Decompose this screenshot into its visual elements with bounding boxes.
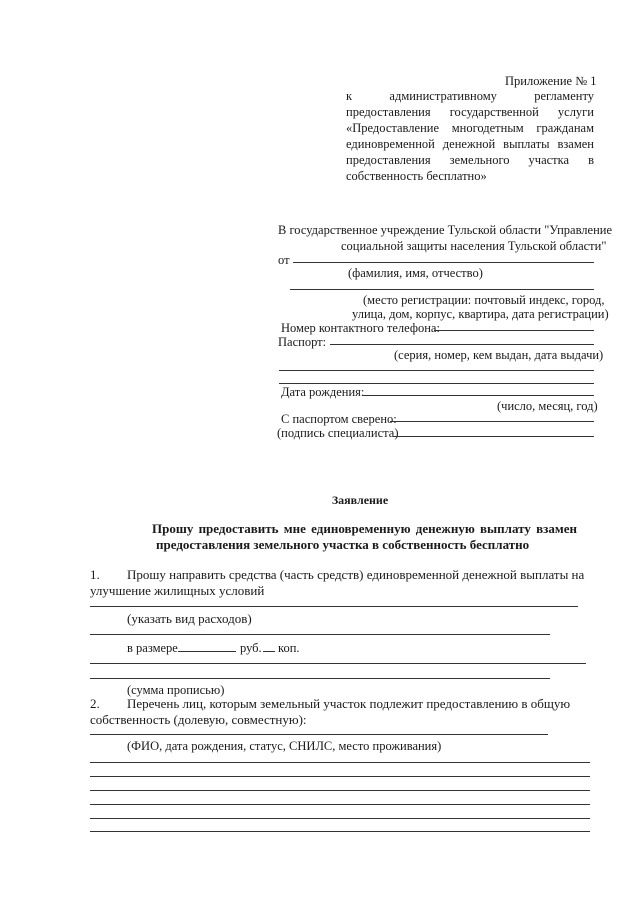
appendix-line: предоставления государственной услуги	[346, 105, 594, 119]
appendix-line: «Предоставление многодетным гражданам	[346, 121, 594, 135]
persons-line[interactable]	[90, 831, 590, 832]
amount-prefix: в размере	[127, 641, 178, 655]
fio-field[interactable]	[293, 262, 594, 263]
persons-line[interactable]	[90, 790, 590, 791]
item2-text-line-2: собственность (долевую, совместную):	[90, 712, 307, 727]
addressee-line-1: В государственное учреждение Тульской области "Управление	[278, 223, 613, 237]
amount-words-field[interactable]	[90, 663, 586, 664]
birth-label: Дата рождения:	[281, 385, 365, 399]
passport-field[interactable]	[330, 344, 594, 345]
amount-rub-label: руб.	[240, 641, 262, 655]
registration-hint-2: улица, дом, корпус, квартира, дата регистрации)	[352, 307, 609, 321]
statement-subject-line-1: Прошу предоставить мне единовременную денежную выплату взамен	[152, 521, 577, 536]
signature-field[interactable]	[393, 436, 594, 437]
statement-heading: Заявление	[331, 493, 389, 507]
expense-field[interactable]	[90, 606, 578, 607]
item1-text-line-1: Прошу направить средства (часть средств) единовременной денежной выплаты на	[127, 567, 585, 582]
statement-subject-line-2: предоставления земельного участка в собственность бесплатно	[156, 537, 530, 552]
persons-line[interactable]	[90, 776, 590, 777]
amount-words-extra-line[interactable]	[90, 678, 550, 679]
item2-number: 2.	[90, 696, 100, 711]
amount-words-hint: (сумма прописью)	[127, 683, 225, 697]
appendix-line: к административному регламенту	[346, 89, 594, 103]
appendix-title: Приложение № 1	[505, 74, 597, 88]
expense-hint: (указать вид расходов)	[127, 611, 252, 626]
item2-text-line-1: Перечень лиц, которым земельный участок подлежит предоставлению в общую	[127, 696, 571, 711]
appendix-line: собственность бесплатно»	[346, 169, 487, 183]
amount-kop-label: коп.	[278, 641, 300, 655]
item1-number: 1.	[90, 567, 100, 582]
persons-line[interactable]	[90, 762, 590, 763]
phone-label: Номер контактного телефона:	[281, 321, 440, 335]
passport-extra-line[interactable]	[279, 370, 594, 371]
registration-field[interactable]	[290, 289, 594, 290]
amount-kop-field[interactable]	[263, 651, 275, 652]
passport-label: Паспорт:	[278, 335, 327, 349]
from-label: от	[278, 253, 290, 267]
appendix-line: единовременной денежной выплаты взамен	[346, 137, 594, 151]
persons-field[interactable]	[90, 734, 548, 735]
amount-rub-field[interactable]	[178, 651, 236, 652]
birth-hint: (число, месяц, год)	[497, 399, 598, 413]
fio-hint: (фамилия, имя, отчество)	[348, 266, 483, 280]
passport-hint: (серия, номер, кем выдан, дата выдачи)	[394, 348, 604, 362]
expense-extra-line[interactable]	[90, 634, 550, 635]
signature-label: (подпись специалиста)	[277, 426, 399, 440]
persons-hint: (ФИО, дата рождения, статус, СНИЛС, место проживания)	[127, 739, 442, 753]
phone-field[interactable]	[434, 330, 594, 331]
verified-field[interactable]	[390, 421, 594, 422]
verified-label: С паспортом сверено:	[281, 412, 397, 426]
appendix-line: предоставления земельного участка в	[346, 153, 594, 167]
addressee-line-2: социальной защиты населения Тульской области"	[341, 239, 607, 253]
item1-text-line-2: улучшение жилищных условий	[90, 583, 265, 598]
persons-line[interactable]	[90, 804, 590, 805]
persons-line[interactable]	[90, 818, 590, 819]
birth-field[interactable]	[362, 395, 594, 396]
appendix-text	[346, 88, 594, 184]
registration-hint-1: (место регистрации: почтовый индекс, город,	[363, 293, 605, 307]
